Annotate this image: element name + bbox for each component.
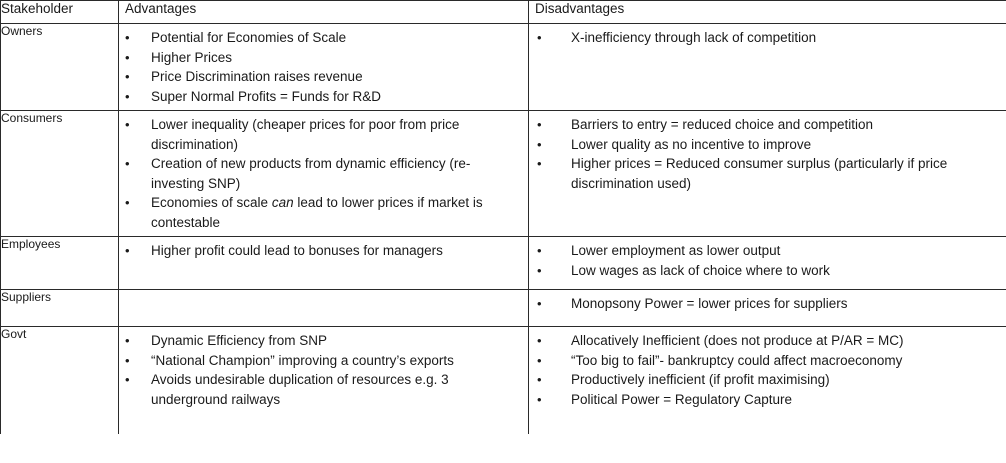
bullet-icon: • xyxy=(537,243,542,258)
bullet-icon: • xyxy=(125,195,130,210)
table-row xyxy=(1,327,1006,435)
disadvantages-list xyxy=(529,327,1006,413)
list-item xyxy=(119,193,522,232)
disadvantages-list xyxy=(529,24,1006,52)
list-item xyxy=(119,115,522,154)
list-item-text: Political Power = Regulatory Capture xyxy=(571,391,792,407)
list-item-text: Dynamic Efficiency from SNP xyxy=(151,333,328,348)
table-row xyxy=(1,111,1006,237)
bullet-icon: • xyxy=(125,69,130,84)
list-item-text: Lower quality as no incentive to improve xyxy=(571,136,812,152)
list-item-text: Avoids undesirable duplication of resources e.g. 3 underground railways xyxy=(151,372,449,407)
table-row xyxy=(1,237,1006,290)
bullet-icon: • xyxy=(537,156,542,171)
table-row xyxy=(1,290,1006,327)
list-item xyxy=(119,331,522,351)
table-row xyxy=(1,24,1006,111)
list-item xyxy=(529,370,1000,390)
list-item xyxy=(529,390,1000,410)
list-item xyxy=(119,67,522,87)
advantages-cell xyxy=(119,237,529,290)
list-item-text: Productively inefficient (if profit maximising) xyxy=(571,372,830,387)
bullet-icon: • xyxy=(125,372,130,387)
list-item xyxy=(119,48,522,68)
list-item-text: Lower inequality (cheaper prices for poor from price discrimination) xyxy=(151,117,460,152)
bullet-icon: • xyxy=(537,372,542,387)
advantages-cell xyxy=(119,290,529,327)
list-item xyxy=(529,241,1000,261)
list-item-text: “Too big to fail”- bankruptcy could affect macroeconomy xyxy=(571,352,903,368)
list-item-text: Low wages as lack of choice where to work xyxy=(571,262,830,278)
list-item-text: Creation of new products from dynamic efficiency (re-investing SNP) xyxy=(151,156,471,191)
list-item xyxy=(529,351,1000,371)
stakeholder-cell: Owners xyxy=(1,24,119,111)
stakeholder-cell: Suppliers xyxy=(1,290,119,327)
bullet-icon: • xyxy=(537,296,542,311)
bullet-icon: • xyxy=(125,243,130,258)
advantages-list xyxy=(119,290,528,298)
list-item-text: “National Champion” improving a country’s exports xyxy=(151,352,454,368)
list-item xyxy=(119,241,522,261)
disadvantages-cell xyxy=(529,327,1006,435)
bullet-icon: • xyxy=(125,88,130,104)
list-item-text: Potential for Economies of Scale xyxy=(151,30,347,45)
disadvantages-cell xyxy=(529,24,1006,111)
bullet-icon: • xyxy=(125,49,130,65)
list-item xyxy=(529,28,1000,48)
list-item-text: Barriers to entry = reduced choice and competition xyxy=(571,117,874,132)
list-item-text: Higher prices = Reduced consumer surplus (particularly if price discrimination used) xyxy=(571,156,948,191)
list-item xyxy=(119,154,522,193)
disadvantages-cell xyxy=(529,237,1006,290)
list-item-text: Lower employment as lower output xyxy=(571,243,781,258)
bullet-icon: • xyxy=(125,117,130,132)
header-advantages: Advantages xyxy=(119,1,529,24)
list-item-text: Super Normal Profits = Funds for R&D xyxy=(151,88,381,104)
list-item xyxy=(119,351,522,371)
list-item xyxy=(119,28,522,48)
bullet-icon: • xyxy=(125,352,130,368)
advantages-list xyxy=(119,327,528,413)
bullet-icon: • xyxy=(537,117,542,132)
list-item-text: Price Discrimination raises revenue xyxy=(151,69,363,84)
bullet-icon: • xyxy=(537,333,542,348)
list-item xyxy=(529,115,1000,135)
list-item-text: Economies of scale can lead to lower prices if market is contestable xyxy=(151,195,483,230)
list-item xyxy=(529,154,1000,193)
bullet-icon: • xyxy=(125,333,130,348)
list-item xyxy=(119,370,522,409)
list-item xyxy=(529,294,1000,314)
list-item xyxy=(529,135,1000,155)
disadvantages-list xyxy=(529,290,1006,318)
list-item xyxy=(529,331,1000,351)
disadvantages-cell xyxy=(529,111,1006,237)
list-item-text: X-inefficiency through lack of competition xyxy=(571,30,817,45)
list-item-text: Allocatively Inefficient (does not produce at P/AR = MC) xyxy=(571,333,904,348)
bullet-icon: • xyxy=(537,352,542,368)
advantages-list xyxy=(119,24,528,110)
advantages-list xyxy=(119,111,528,236)
bullet-icon: • xyxy=(537,30,542,45)
stakeholder-cell: Consumers xyxy=(1,111,119,237)
stakeholder-cell: Employees xyxy=(1,237,119,290)
advantages-list xyxy=(119,237,528,265)
list-item xyxy=(529,261,1000,281)
disadvantages-list xyxy=(529,111,1006,197)
list-item-text: Higher profit could lead to bonuses for managers xyxy=(151,243,443,258)
stakeholder-cell: Govt xyxy=(1,327,119,435)
bullet-icon: • xyxy=(125,30,130,45)
header-stakeholder: Stakeholder xyxy=(1,1,119,24)
advantages-cell xyxy=(119,327,529,435)
bullet-icon: • xyxy=(537,391,542,407)
advantages-cell xyxy=(119,111,529,237)
header-disadvantages: Disadvantages xyxy=(529,1,1006,24)
bullet-icon: • xyxy=(537,136,542,152)
header-row xyxy=(1,1,1006,24)
list-item xyxy=(119,87,522,107)
bullet-icon: • xyxy=(125,156,130,171)
list-item-text: Higher Prices xyxy=(151,49,233,65)
advantages-cell xyxy=(119,24,529,111)
disadvantages-cell xyxy=(529,290,1006,327)
bullet-icon: • xyxy=(537,262,542,278)
list-item-text: Monopsony Power = lower prices for suppliers xyxy=(571,296,848,311)
disadvantages-list xyxy=(529,237,1006,284)
